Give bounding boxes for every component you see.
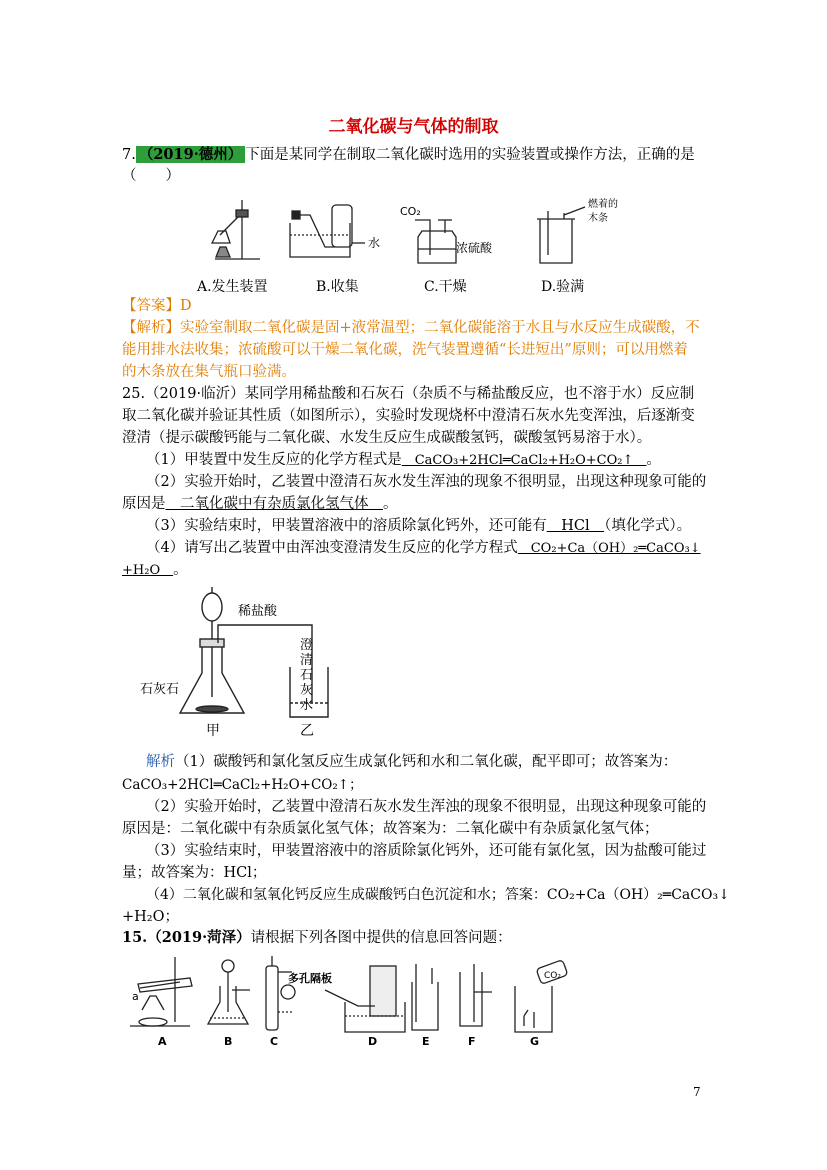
q25-part-2-text: 原因是 <box>122 496 166 512</box>
q15-label-co2: CO₂ <box>544 971 561 981</box>
q25-label-yi: 乙 <box>300 723 314 739</box>
q15-stem <box>122 928 512 948</box>
q25-jx-2: CaCO₃+2HCl═CaCl₂+H₂O+CO₂↑； <box>122 777 363 793</box>
q7-option-b: B.收集 <box>316 279 359 295</box>
q25-part-4-answer-2: +H₂O <box>122 563 174 578</box>
q25-part-4-answer: CO₂+Ca（OH）₂═CaCO₃↓ <box>517 541 701 556</box>
q15-apparatus-figure <box>120 952 580 1052</box>
q25-part-1-text: （1）甲装置中发生反应的化学方程式是 <box>146 452 402 468</box>
q7-label-acid: 浓硫酸 <box>456 241 493 255</box>
q25-jx-label: 解析 <box>146 754 175 770</box>
q25-jx-6: 量；故答案为：HCl； <box>122 865 267 881</box>
q25-part-2-line2 <box>122 494 398 514</box>
q25-part-2-end: 。 <box>383 496 398 512</box>
q25-part-4-line2 <box>122 560 188 581</box>
q25-part-1-end: 。 <box>646 452 661 468</box>
q7-answer: 【答案】D <box>122 298 192 314</box>
q25-label-acid: 稀盐酸 <box>238 604 278 619</box>
q25-label-stone: 石灰石 <box>140 682 180 697</box>
q7-option-a: A.发生装置 <box>197 279 268 295</box>
q15-label-a: a <box>132 990 139 1003</box>
q7-analysis-1: 【解析】实验室制取二氧化碳是固+液常温型；二氧化碳能溶于水且与水反应生成碳酸，不 <box>122 320 700 336</box>
q7-label-stick2: 木条 <box>588 213 608 224</box>
q15-number: 15. <box>122 929 148 946</box>
q7-label-water: 水 <box>368 236 381 250</box>
q7-label-co2: CO₂ <box>400 205 421 218</box>
q15-label-plate: 多孔隔板 <box>288 972 332 985</box>
q7-fig-d <box>537 207 585 263</box>
q25-label-jia: 甲 <box>206 723 220 739</box>
q25-part-2: （2）实验开始时，乙装置中澄清石灰水发生浑浊的现象不很明显，出现这种现象可能的 <box>146 474 707 490</box>
q25-stem-2: 取二氧化碳并验证其性质（如图所示），实验时发现烧杯中澄清石灰水先变浑浊，后逐渐变 <box>122 408 695 424</box>
q7-analysis-3: 的木条放在集气瓶口验满。 <box>122 364 296 380</box>
q25-part-4 <box>146 538 701 559</box>
q15-letter-e: E <box>422 1035 430 1048</box>
q25-jx-1 <box>146 752 677 772</box>
q15-letter-d: D <box>368 1035 378 1048</box>
page-number: 7 <box>693 1085 701 1099</box>
q7-apparatus-figure <box>200 195 630 270</box>
q25-part-1 <box>146 450 661 471</box>
q25-jx-1-text: （1）碳酸钙和氯化氢反应生成氯化钙和水和二氧化碳，配平即可；故答案为： <box>175 754 678 770</box>
q15-letter-g: G <box>530 1035 540 1048</box>
page-title: 二氧化碳与气体的制取 <box>328 117 499 137</box>
q25-part-3-text: （3）实验结束时，甲装置溶液中的溶质除氯化钙外，还可能有 <box>146 518 547 534</box>
q15-letter-a: A <box>158 1035 167 1048</box>
q25-jx-3: （2）实验开始时，乙装置中澄清石灰水发生浑浊的现象不很明显，出现这种现象可能的 <box>146 799 707 815</box>
q25-label-lime: 澄清石灰水 <box>300 638 314 713</box>
q25-part-4-text: （4）请写出乙装置中由浑浊变澄清发生反应的化学方程式 <box>146 540 518 556</box>
q7-fig-c <box>415 220 456 263</box>
q7-fig-b <box>290 205 365 257</box>
q7-blank: （ ） <box>122 168 180 184</box>
q25-jx-4: 原因是：二氧化碳中有杂质氯化氢气体；故答案为：二氧化碳中有杂质氯化氢气体； <box>122 821 659 837</box>
q25-part-1-answer: CaCO₃+2HCl═CaCl₂+H₂O+CO₂↑ <box>401 453 647 468</box>
q15-stem-text: 请根据下列各图中提供的信息回答问题： <box>250 930 512 946</box>
q7-option-c: C.干燥 <box>424 279 467 295</box>
q25-part-2-answer: 二氧化碳中有杂质氯化氢气体 <box>165 496 383 512</box>
q15-letter-f: F <box>468 1035 476 1048</box>
q25-jx-5: （3）实验结束时，甲装置溶液中的溶质除氯化钙外，还可能有氯化氢，因为盐酸可能过 <box>146 843 707 859</box>
q7-stem <box>122 145 695 165</box>
q25-part-3 <box>146 516 691 536</box>
q25-stem-3: 澄清（提示碳酸钙能与二氧化碳、水发生反应生成碳酸氢钙，碳酸氢钙易溶于水）。 <box>122 430 652 446</box>
q25-jx-7: （4）二氧化碳和氢氧化钙反应生成碳酸钙白色沉淀和水；答案：CO₂+Ca（OH）₂═CaCO₃↓ <box>146 887 730 903</box>
q15-letter-b: B <box>224 1035 233 1048</box>
q25-part-3-end: （填化学式）。 <box>604 518 692 534</box>
q7-stem-text: 下面是某同学在制取二氧化碳时选用的实验装置或操作方法，正确的是 <box>245 147 695 163</box>
q25-part-4-end: 。 <box>173 562 188 578</box>
q25-stem-1: 25.（2019·临沂）某同学用稀盐酸和石灰石（杂质不与稀盐酸反应，也不溶于水）反应制 <box>122 386 695 402</box>
q7-label-stick1: 燃着的 <box>588 199 618 210</box>
q7-fig-a <box>212 200 260 259</box>
q15-source-tag: （2019·菏泽） <box>147 929 251 946</box>
q7-analysis-2: 能用排水法收集；浓硫酸可以干燥二氧化碳，洗气装置遵循“长进短出”原则；可以用燃着 <box>122 342 688 358</box>
q7-source-tag: （2019·德州） <box>136 146 245 163</box>
q7-option-d: D.验满 <box>541 279 585 295</box>
q25-jx-8: +H₂O； <box>122 909 179 925</box>
q15-letter-c: C <box>270 1035 279 1048</box>
q25-part-3-answer: HCl <box>546 518 605 534</box>
q7-number: 7. <box>122 147 136 163</box>
